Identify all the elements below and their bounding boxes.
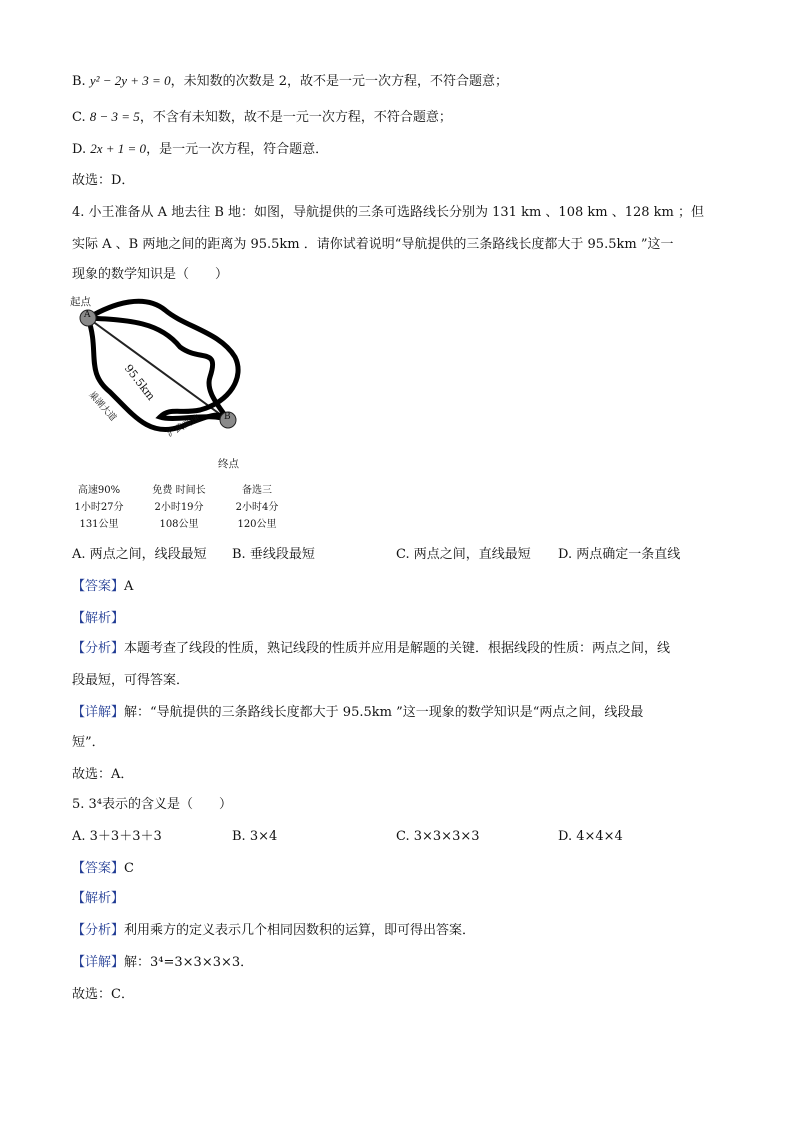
choice-line: 故选：D． (72, 173, 135, 188)
q4-fenxi-line-1 (72, 640, 670, 658)
q4-xiangjie-line-1 (72, 704, 643, 722)
route-info-3 (222, 482, 292, 533)
point-b-label: B (224, 412, 231, 422)
q5-analysis-tag (72, 890, 124, 908)
q4-stem-line-3: 现象的数学知识是（ ） (72, 267, 229, 282)
q4-analysis-tag (72, 610, 124, 628)
q4-stem-line-1: 4. 小王准备从 A 地去往 B 地：如图，导航提供的三条可选路线长分别为 131 km 、108 km 、128 km ；但 (72, 205, 704, 220)
xiangjie-tag: 【详解】 (72, 705, 125, 720)
answer-tag: 【答案】 (72, 861, 125, 876)
answer-tag: 【答案】 (72, 579, 125, 594)
fenxi-tag: 【分析】 (72, 641, 125, 656)
option-b-explanation (72, 72, 508, 91)
start-label: 起点 (70, 296, 91, 308)
route-name: 免费 时间长 (152, 485, 206, 496)
fenxi-text: 利用乘方的定义表示几个相同因数积的运算，即可得出答案． (124, 923, 476, 938)
q5-fenxi-line (72, 922, 475, 940)
road-label-chaohu: 巢湖大道 (86, 390, 118, 424)
option-label: B. (72, 74, 86, 89)
q4-stem-line-2: 实际 A 、B 两地之间的距离为 95.5km ．请你试着说明“导航提供的三条路线长度都大于 95.5km ”这一 (72, 237, 674, 252)
fenxi-tag: 【分析】 (72, 923, 125, 938)
option-label: C. (72, 110, 86, 125)
q4-option-b: B. 垂线段最短 (232, 547, 315, 562)
route-info-1 (64, 482, 134, 533)
q4-fenxi-line-2: 段最短，可得答案． (72, 673, 190, 688)
analysis-tag: 【解析】 (72, 891, 125, 906)
q5-option-b: B. 3×4 (232, 829, 278, 844)
route-length: 108公里 (159, 519, 199, 530)
q5-option-c: C. 3×3×3×3 (396, 829, 480, 844)
explanation-text: ，不含有未知数，故不是一元一次方程，不符合题意； (139, 110, 452, 125)
q5-choice-line: 故选：C． (72, 987, 134, 1002)
q4-choice-line: 故选：A． (72, 767, 134, 782)
q5-option-d: D. 4×4×4 (558, 829, 623, 844)
analysis-tag: 【解析】 (72, 611, 125, 626)
route-time: 2小时19分 (154, 502, 204, 513)
route-time: 1小时27分 (74, 502, 124, 513)
q5-option-a: A. 3＋3＋3＋3 (72, 829, 162, 844)
route-time: 2小时4分 (235, 502, 279, 513)
equation: y² − 2y + 3 = 0 (89, 73, 171, 88)
q5-answer-line (72, 860, 134, 878)
route-name: 备选三 (242, 485, 272, 496)
q4-option-d: D. 两点确定一条直线 (558, 547, 681, 562)
q5-stem: 5. 3⁴表示的含义是（ ） (72, 797, 233, 812)
xiangjie-tag: 【详解】 (72, 955, 125, 970)
equation: 8 − 3 = 5 (89, 109, 140, 124)
q4-xiangjie-line-2: 短”． (72, 735, 105, 750)
explanation-text: ，未知数的次数是 2，故不是一元一次方程，不符合题意； (170, 74, 508, 89)
fenxi-text: 本题考查了线段的性质，熟记线段的性质并应用是解题的关键．根据线段的性质：两点之间，线 (124, 641, 671, 656)
q4-answer-line (72, 578, 133, 596)
option-d-explanation (72, 140, 328, 159)
route-length: 120公里 (237, 519, 277, 530)
q4-option-a: A. 两点之间，线段最短 (72, 547, 207, 562)
route-info-2 (144, 482, 214, 533)
xiangjie-text: 解：3⁴=3×3×3×3． (124, 955, 254, 970)
answer-value: C (124, 861, 134, 876)
point-a-label: A (84, 310, 91, 320)
distance-label: 95.5km (121, 362, 158, 403)
end-label: 终点 (218, 458, 239, 470)
q4-option-c: C. 两点之间，直线最短 (396, 547, 531, 562)
xiangjie-text: 解：“导航提供的三条路线长度都大于 95.5km ”这一现象的数学知识是“两点之间，线段最 (124, 705, 644, 720)
equation: 2x + 1 = 0 (90, 141, 147, 156)
road-label-huwu: 沪武高速 (165, 413, 202, 440)
option-label: D. (72, 142, 87, 157)
route-name: 高速90% (77, 485, 121, 496)
option-c-explanation (72, 108, 452, 127)
explanation-text: ，是一元一次方程，符合题意． (146, 142, 329, 157)
route-length: 131公里 (79, 519, 119, 530)
answer-value: A (124, 579, 134, 594)
q5-xiangjie-line (72, 954, 253, 972)
